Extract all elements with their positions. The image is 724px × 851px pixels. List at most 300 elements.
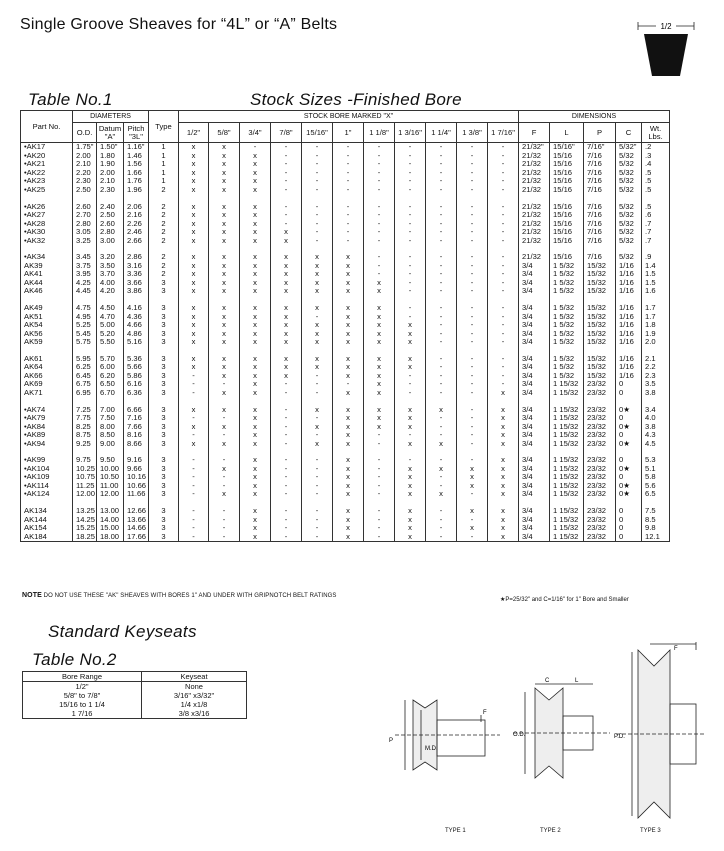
table-cell: x — [395, 473, 426, 482]
table-cell: x — [333, 304, 364, 313]
table-cell: 3 — [149, 380, 179, 389]
table-cell: 15/16 — [550, 253, 584, 262]
table-cell: 10.50 — [97, 473, 124, 482]
table-cell: 2.3 — [642, 372, 670, 381]
table-cell: x — [488, 507, 519, 516]
table-cell: 15/16" — [550, 143, 584, 152]
spacer-cell — [209, 245, 240, 253]
table-cell: 15/32 — [584, 262, 616, 271]
table-cell: - — [395, 236, 426, 245]
table-cell: 1.4 — [642, 262, 670, 271]
table-row — [21, 473, 670, 482]
spacer-cell — [149, 245, 179, 253]
table-cell: 2.80 — [73, 219, 97, 228]
table-cell: 1 7/16 — [23, 709, 142, 719]
page-title: Single Groove Sheaves for “4L” or “A” Belts — [20, 16, 338, 33]
table-cell: x — [333, 456, 364, 465]
table-cell: 1 15/32 — [550, 507, 584, 516]
table-cell: - — [271, 490, 302, 499]
table-cell: x — [240, 372, 271, 381]
table-cell: - — [209, 414, 240, 423]
table-cell: 0 — [616, 380, 642, 389]
table-row — [23, 682, 247, 692]
table-row — [21, 363, 670, 372]
table-cell: 1 15/32 — [550, 389, 584, 398]
table-cell: x — [240, 439, 271, 448]
table-cell: - — [457, 236, 488, 245]
table-row — [21, 186, 670, 195]
table-row — [21, 143, 670, 152]
table-cell: x — [364, 304, 395, 313]
group-spacer — [21, 346, 670, 354]
table-cell: 5/32 — [616, 236, 642, 245]
table-row — [21, 304, 670, 313]
table-cell: 1 15/32 — [550, 482, 584, 491]
table-cell: 18.00 — [97, 532, 124, 541]
table-row — [21, 465, 670, 474]
table-cell: - — [488, 219, 519, 228]
table-cell: x — [240, 389, 271, 398]
spacer-cell — [149, 499, 179, 507]
table-cell: •AK99 — [21, 456, 73, 465]
table-cell: x — [302, 321, 333, 330]
table-cell: 23/32 — [584, 422, 616, 431]
table-cell: - — [457, 304, 488, 313]
spacer-cell — [302, 448, 333, 456]
table-cell: - — [302, 456, 333, 465]
table-cell: 15/16 — [550, 202, 584, 211]
table-cell: - — [457, 202, 488, 211]
table-cell: AK64 — [21, 363, 73, 372]
table-cell: 3/4 — [519, 473, 550, 482]
table-cell: 15/32 — [584, 304, 616, 313]
table-cell: 2.0 — [642, 338, 670, 347]
table-cell: AK49 — [21, 304, 73, 313]
table-cell: - — [333, 186, 364, 195]
table-cell: - — [302, 143, 333, 152]
table-cell: 3 — [149, 414, 179, 423]
table-cell: 6.70 — [97, 389, 124, 398]
table-cell: - — [364, 236, 395, 245]
table-cell: 1.90 — [97, 160, 124, 169]
spacer-cell — [550, 499, 584, 507]
table-cell: x — [179, 219, 209, 228]
table-row — [21, 211, 670, 220]
table-cell: 2.46 — [124, 228, 149, 237]
table-cell: x — [426, 405, 457, 414]
table-cell: - — [364, 143, 395, 152]
spacer-cell — [395, 245, 426, 253]
spacer-cell — [457, 296, 488, 304]
table-cell: 3 — [149, 405, 179, 414]
part-no-header: Part No. — [21, 111, 73, 143]
table-cell: x — [364, 338, 395, 347]
table-cell: .5 — [642, 186, 670, 195]
table-cell: x — [333, 363, 364, 372]
spacer-cell — [426, 346, 457, 354]
table-cell: 5/32 — [616, 160, 642, 169]
table-cell: x — [302, 262, 333, 271]
spacer-cell — [364, 448, 395, 456]
table-cell: 23/32 — [584, 532, 616, 541]
table-cell: - — [271, 473, 302, 482]
table-cell: - — [426, 279, 457, 288]
table-cell: x — [240, 473, 271, 482]
dimensions-header: DIMENSIONS — [519, 111, 670, 123]
table-cell: AK61 — [21, 354, 73, 363]
table-cell: .2 — [642, 143, 670, 152]
table-cell: - — [364, 160, 395, 169]
table-cell: x — [302, 439, 333, 448]
table-cell: - — [209, 431, 240, 440]
table-cell: x — [209, 422, 240, 431]
table-row — [21, 338, 670, 347]
table-cell: 2.20 — [73, 169, 97, 178]
spacer-cell — [21, 346, 73, 354]
table-cell: 12.1 — [642, 532, 670, 541]
table-cell: 4.20 — [97, 287, 124, 296]
table-cell: x — [333, 414, 364, 423]
table-cell: x — [333, 270, 364, 279]
table-cell: 3/4 — [519, 363, 550, 372]
table-cell: - — [364, 515, 395, 524]
table-cell: 1 5/32 — [550, 329, 584, 338]
table-cell: AK44 — [21, 279, 73, 288]
spacer-cell — [271, 448, 302, 456]
table-cell: 3 — [149, 338, 179, 347]
table-cell: 1.16" — [124, 143, 149, 152]
table-cell: x — [488, 473, 519, 482]
table-cell: 3/4 — [519, 279, 550, 288]
table-cell: 4.5 — [642, 439, 670, 448]
table-cell: 5.16 — [124, 338, 149, 347]
table-cell: x — [395, 532, 426, 541]
table-cell: - — [426, 532, 457, 541]
spacer-cell — [426, 245, 457, 253]
table-cell: 2 — [149, 228, 179, 237]
table-cell: 3 — [149, 372, 179, 381]
note — [22, 592, 337, 599]
type-header: Type — [149, 111, 179, 143]
table-cell: x — [209, 490, 240, 499]
table-cell: - — [271, 422, 302, 431]
table-cell: 5/32 — [616, 253, 642, 262]
table-cell: 11.66 — [124, 490, 149, 499]
table-cell: 3/4 — [519, 329, 550, 338]
table-cell: .4 — [642, 160, 670, 169]
table-cell: 1 5/32 — [550, 312, 584, 321]
table-cell: 2.50 — [97, 211, 124, 220]
table-cell: 5/32 — [616, 228, 642, 237]
note-text: DO NOT USE THESE "AK" SHEAVES WITH BORES 1" AND UNDER WITH GRIPNOTCH BELT RATINGS — [43, 593, 337, 599]
table-cell: - — [488, 304, 519, 313]
table-cell: - — [271, 169, 302, 178]
table-cell: 3/4 — [519, 507, 550, 516]
spacer-cell — [21, 397, 73, 405]
table-cell: - — [271, 465, 302, 474]
table-cell: - — [302, 372, 333, 381]
table-cell: - — [271, 152, 302, 161]
table-cell: x — [271, 262, 302, 271]
table-row — [21, 312, 670, 321]
table-cell: 1/16 — [616, 329, 642, 338]
table-cell: 1.8 — [642, 321, 670, 330]
table-cell: - — [364, 482, 395, 491]
type1-label: TYPE 1 — [445, 828, 466, 834]
table-cell: - — [302, 380, 333, 389]
table-cell: x — [271, 372, 302, 381]
spacer-cell — [302, 245, 333, 253]
table-cell: x — [209, 439, 240, 448]
table-cell: - — [364, 228, 395, 237]
table-cell: x — [333, 354, 364, 363]
table-cell: - — [364, 270, 395, 279]
table-cell: •AK25 — [21, 186, 73, 195]
table-cell: - — [488, 338, 519, 347]
table-cell: x — [271, 270, 302, 279]
table-cell: x — [209, 186, 240, 195]
table-cell: - — [426, 456, 457, 465]
table-cell: 21/32 — [519, 186, 550, 195]
table-cell: 23/32 — [584, 507, 616, 516]
table-cell: x — [271, 279, 302, 288]
table-cell: •AK32 — [21, 236, 73, 245]
table-cell: - — [426, 152, 457, 161]
table-cell: x — [179, 312, 209, 321]
table-row — [21, 380, 670, 389]
table-cell: x — [209, 262, 240, 271]
table-cell: 5/32 — [616, 186, 642, 195]
table-cell: x — [457, 524, 488, 533]
table-cell: 1 15/32 — [550, 524, 584, 533]
table-cell: - — [395, 279, 426, 288]
table-cell: - — [179, 524, 209, 533]
table-cell: x — [209, 287, 240, 296]
table-cell: 2.40 — [97, 202, 124, 211]
spacer-cell — [240, 194, 271, 202]
table-cell: 4.16 — [124, 304, 149, 313]
spacer-cell — [73, 194, 97, 202]
table-row — [21, 532, 670, 541]
table-cell: 8.66 — [124, 439, 149, 448]
table-cell: 3 — [149, 507, 179, 516]
table-cell: 3/4 — [519, 515, 550, 524]
table-cell: x — [488, 389, 519, 398]
table-cell: x — [179, 363, 209, 372]
table-cell: x — [333, 507, 364, 516]
table-cell: 1 — [149, 143, 179, 152]
table-cell: x — [302, 270, 333, 279]
table-cell: 14.25 — [73, 515, 97, 524]
table-cell: 4.00 — [97, 279, 124, 288]
table-cell: 1/16 — [616, 279, 642, 288]
bore-header: 1/2" — [179, 123, 209, 143]
table-cell: 1 5/32 — [550, 372, 584, 381]
table-cell: 3.8 — [642, 422, 670, 431]
table-cell: x — [333, 465, 364, 474]
table-cell: x — [488, 405, 519, 414]
table-cell: 10.66 — [124, 482, 149, 491]
table-cell: •AK30 — [21, 228, 73, 237]
table-cell: x — [395, 439, 426, 448]
table-cell: 3/4 — [519, 354, 550, 363]
table-cell: x — [179, 304, 209, 313]
table-cell: 1/2" — [23, 682, 142, 692]
table-cell: 15/32 — [584, 321, 616, 330]
table-cell: x — [302, 304, 333, 313]
table-cell: 1 — [149, 177, 179, 186]
type2-l-label: L — [575, 678, 579, 684]
table-cell: 15/32 — [584, 338, 616, 347]
spacer-cell — [124, 245, 149, 253]
table-cell: - — [395, 270, 426, 279]
table-cell: 3/4 — [519, 312, 550, 321]
spacer-cell — [209, 346, 240, 354]
type1-sheave-diagram — [385, 680, 505, 790]
spacer-cell — [519, 499, 550, 507]
table-cell: 1 15/32 — [550, 473, 584, 482]
table-cell: 4.70 — [97, 312, 124, 321]
table-cell: - — [209, 507, 240, 516]
spacer-cell — [333, 448, 364, 456]
table-cell: 3/4 — [519, 287, 550, 296]
spacer-cell — [519, 194, 550, 202]
table-cell: 1 15/32 — [550, 532, 584, 541]
table-cell: 23/32 — [584, 389, 616, 398]
table-cell: x — [179, 211, 209, 220]
bore-header: 1 1/8" — [364, 123, 395, 143]
table-cell: 1 — [149, 169, 179, 178]
table-cell: x — [333, 338, 364, 347]
table-cell: x — [240, 219, 271, 228]
table-cell: x — [209, 329, 240, 338]
table-cell: 3/4 — [519, 465, 550, 474]
table-cell: 5.45 — [73, 329, 97, 338]
spacer-cell — [457, 245, 488, 253]
table-cell: 3/4 — [519, 380, 550, 389]
table-cell: - — [457, 270, 488, 279]
table-cell: 13.25 — [73, 507, 97, 516]
spacer-cell — [302, 397, 333, 405]
spacer-cell — [333, 296, 364, 304]
table-cell: 1.6 — [642, 287, 670, 296]
table-cell: 4.66 — [124, 321, 149, 330]
table-cell: - — [333, 169, 364, 178]
table-cell: 2.66 — [124, 236, 149, 245]
table-cell: - — [333, 219, 364, 228]
table-cell: 15/16 — [550, 211, 584, 220]
table-cell: x — [179, 279, 209, 288]
table-cell: 3/4 — [519, 405, 550, 414]
table-cell: 15/32 — [584, 312, 616, 321]
table-cell: 5.70 — [97, 354, 124, 363]
keyseats-heading: Standard Keyseats — [48, 622, 197, 641]
table-cell: x — [240, 456, 271, 465]
table-cell: x — [240, 169, 271, 178]
table-cell: - — [426, 354, 457, 363]
table-cell: x — [240, 431, 271, 440]
table-cell: - — [271, 143, 302, 152]
table-cell: 21/32 — [519, 211, 550, 220]
spacer-cell — [642, 296, 670, 304]
table-cell: 3/4 — [519, 304, 550, 313]
table-cell: x — [302, 363, 333, 372]
table-cell: 15/16 — [550, 186, 584, 195]
table-cell: 21/32 — [519, 219, 550, 228]
table-cell: - — [271, 515, 302, 524]
spacer-cell — [271, 245, 302, 253]
table-cell: 5.00 — [97, 321, 124, 330]
table-cell: x — [302, 422, 333, 431]
table-cell: x — [209, 202, 240, 211]
spacer-cell — [124, 448, 149, 456]
table-cell: - — [333, 143, 364, 152]
spacer-cell — [616, 499, 642, 507]
table-cell: 21/32 — [519, 202, 550, 211]
table-cell: x — [395, 490, 426, 499]
bore-header: 5/8" — [209, 123, 240, 143]
spacer-cell — [124, 194, 149, 202]
table-cell: 11.25 — [73, 482, 97, 491]
table-cell: 0★ — [616, 482, 642, 491]
table-cell: - — [179, 431, 209, 440]
table-cell: x — [333, 473, 364, 482]
table-cell: - — [457, 160, 488, 169]
table-cell: x — [457, 473, 488, 482]
table-cell: 21/32 — [519, 253, 550, 262]
spacer-cell — [584, 296, 616, 304]
dimension-header: Wt. Lbs. — [642, 123, 670, 143]
table-cell: 3.45 — [73, 253, 97, 262]
table-cell: 3/4 — [519, 422, 550, 431]
table-cell: - — [395, 262, 426, 271]
table-row — [21, 515, 670, 524]
table-cell: 1 5/32 — [550, 363, 584, 372]
table-cell: 3.4 — [642, 405, 670, 414]
spacer-cell — [149, 296, 179, 304]
table-cell: - — [426, 321, 457, 330]
table-cell: •AK104 — [21, 465, 73, 474]
table-cell: - — [271, 524, 302, 533]
table-cell: x — [395, 507, 426, 516]
table-cell: x — [426, 490, 457, 499]
table-cell: x — [240, 152, 271, 161]
table-cell: - — [457, 414, 488, 423]
table-cell: 3 — [149, 482, 179, 491]
table-cell: 5.8 — [642, 473, 670, 482]
table-cell: 5.36 — [124, 354, 149, 363]
spacer-cell — [584, 194, 616, 202]
table-cell: 23/32 — [584, 405, 616, 414]
table-cell: 3/4 — [519, 532, 550, 541]
table-cell: x — [364, 380, 395, 389]
spacer-cell — [21, 194, 73, 202]
table-cell: - — [395, 312, 426, 321]
table-cell: 4.0 — [642, 414, 670, 423]
table-cell: 0 — [616, 414, 642, 423]
table-cell: x — [179, 338, 209, 347]
table-cell: x — [333, 532, 364, 541]
spacer-cell — [97, 296, 124, 304]
spacer-cell — [73, 448, 97, 456]
spacer-cell — [333, 194, 364, 202]
table-cell: - — [302, 177, 333, 186]
table-cell: x — [209, 143, 240, 152]
table-cell: - — [271, 431, 302, 440]
table-cell: - — [395, 219, 426, 228]
table-cell: 4.36 — [124, 312, 149, 321]
table-cell: 1 5/32 — [550, 321, 584, 330]
